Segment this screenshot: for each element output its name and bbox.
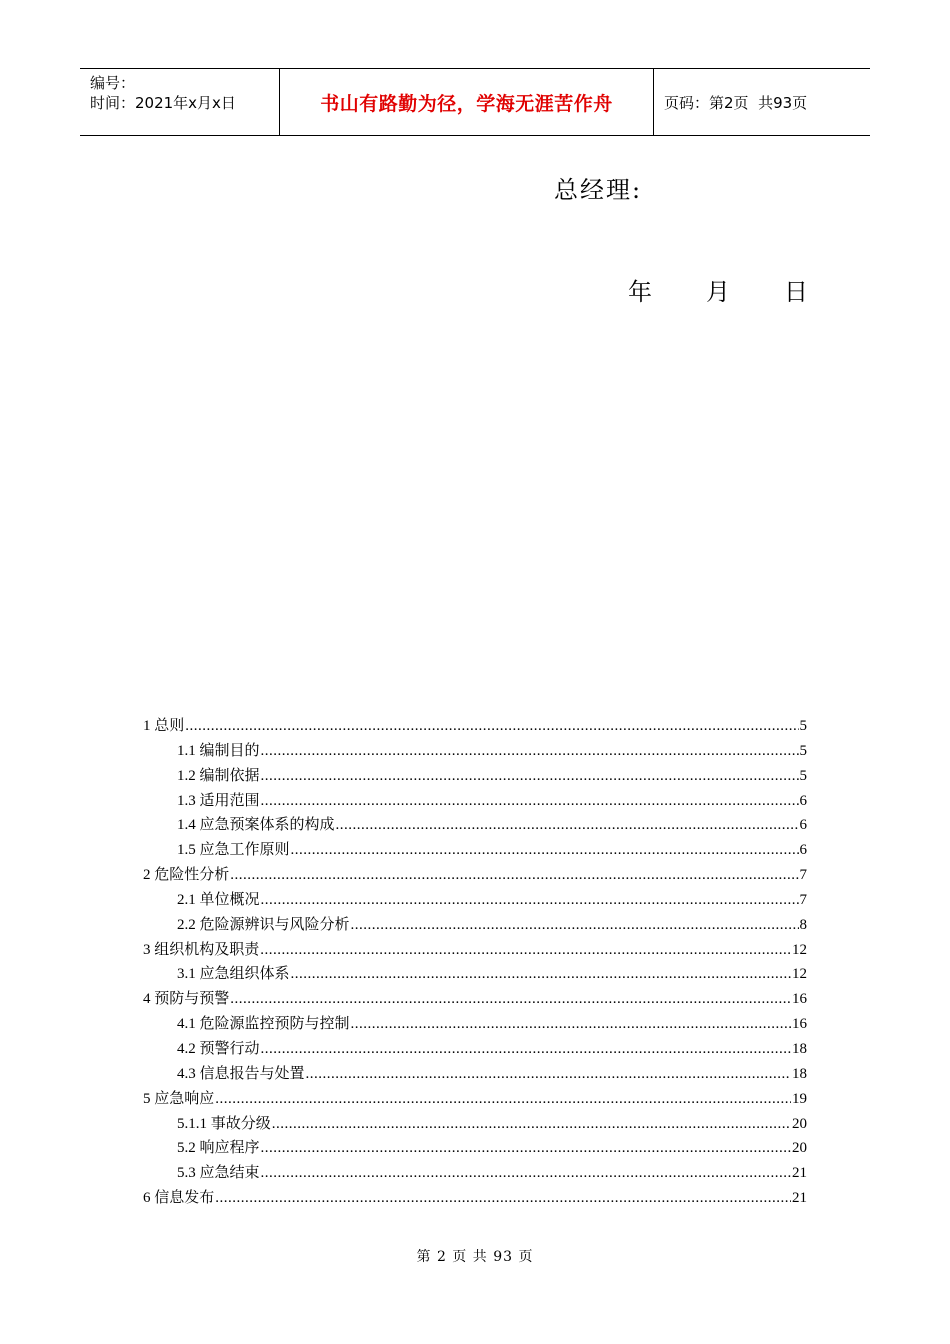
toc-entry-page: 5 (799, 718, 807, 734)
toc-entry-label: 4.1 危险源监控预防与控制 (177, 1016, 350, 1033)
toc-entry-page: 20 (792, 1115, 807, 1132)
toc-entry[interactable] (143, 1186, 807, 1211)
toc-entry[interactable] (143, 1062, 807, 1087)
toc-entry[interactable] (143, 789, 807, 814)
toc-entry-label: 3.1 应急组织体系 (177, 966, 290, 983)
toc-entry[interactable] (143, 1087, 807, 1112)
toc-dot-leader (336, 813, 799, 838)
toc-dot-leader (351, 913, 799, 938)
toc-dot-leader (261, 1136, 791, 1161)
toc-entry-page: 7 (799, 891, 807, 908)
toc-entry-page: 5 (799, 767, 807, 784)
toc-entry-page: 6 (799, 817, 807, 834)
page-header (80, 68, 870, 136)
date-year-label: 年 (628, 278, 652, 306)
toc-entry[interactable] (143, 838, 807, 863)
toc-entry[interactable] (143, 739, 807, 764)
toc-dot-leader (215, 1186, 791, 1211)
toc-entry-label: 5.2 响应程序 (177, 1140, 260, 1157)
toc-entry[interactable] (143, 1112, 807, 1137)
toc-entry-page: 21 (792, 1190, 807, 1207)
toc-dot-leader (306, 1062, 791, 1087)
toc-entry-label: 1 总则 (143, 718, 185, 734)
toc-dot-leader (230, 863, 798, 888)
toc-entry[interactable] (143, 1136, 807, 1161)
toc-entry-page: 12 (792, 966, 807, 983)
toc-entry[interactable] (143, 962, 807, 987)
toc-entry-label: 3 组织机构及职责 (143, 941, 260, 958)
toc-dot-leader (261, 1037, 791, 1062)
toc-entry-page: 20 (792, 1140, 807, 1157)
date-month-label: 月 (706, 278, 730, 306)
toc-entry-label: 2 危险性分析 (143, 867, 230, 884)
toc-entry[interactable] (143, 813, 807, 838)
toc-entry-page: 12 (792, 941, 807, 958)
toc-entry[interactable] (143, 1037, 807, 1062)
toc-entry-page: 18 (792, 1065, 807, 1082)
toc-dot-leader (261, 764, 799, 789)
document-number-label: 编号： (90, 74, 136, 92)
toc-dot-leader (261, 739, 799, 764)
table-of-contents (143, 714, 807, 1211)
toc-entry[interactable] (143, 1012, 807, 1037)
toc-entry-page: 6 (799, 842, 807, 859)
toc-dot-leader (291, 962, 791, 987)
toc-entry-page: 21 (792, 1165, 807, 1182)
toc-entry-page: 16 (792, 991, 807, 1008)
toc-dot-leader (215, 1087, 791, 1112)
general-manager-signature-label: 总经理: (554, 176, 643, 204)
toc-entry[interactable] (143, 764, 807, 789)
toc-entry-label: 6 信息发布 (143, 1190, 215, 1207)
header-meta (80, 69, 280, 135)
toc-entry-page: 6 (799, 792, 807, 809)
toc-entry[interactable] (143, 863, 807, 888)
toc-entry[interactable] (143, 714, 807, 739)
toc-dot-leader (351, 1012, 791, 1037)
toc-entry-page: 18 (792, 1040, 807, 1057)
toc-entry-label: 5.3 应急结束 (177, 1165, 260, 1182)
toc-dot-leader (272, 1112, 791, 1137)
toc-entry-label: 5 应急响应 (143, 1090, 215, 1107)
toc-entry[interactable] (143, 938, 807, 963)
toc-dot-leader (260, 938, 791, 963)
toc-entry-page: 16 (792, 1016, 807, 1033)
signature-date (628, 272, 808, 307)
toc-entry-label: 1.3 适用范围 (177, 792, 260, 809)
toc-entry-label: 4.3 信息报告与处置 (177, 1065, 305, 1082)
toc-entry[interactable] (143, 1161, 807, 1186)
toc-entry-label: 1.4 应急预案体系的构成 (177, 817, 335, 834)
toc-dot-leader (261, 1161, 791, 1186)
toc-entry-page: 19 (792, 1090, 807, 1107)
toc-entry[interactable] (143, 987, 807, 1012)
toc-entry-label: 2.1 单位概况 (177, 891, 260, 908)
document-time-label: 时间：2021年x月x日 (90, 94, 236, 112)
header-motto: 书山有路勤为径，学海无涯苦作舟 (280, 69, 654, 135)
toc-entry-label: 2.2 危险源辨识与风险分析 (177, 916, 350, 933)
header-page-info (654, 69, 870, 135)
toc-entry-label: 1.5 应急工作原则 (177, 842, 290, 859)
header-page-info-text: 页码：第2页 共93页 (664, 93, 808, 112)
toc-entry-page: 5 (799, 742, 807, 759)
toc-dot-leader (185, 714, 798, 739)
toc-dot-leader (230, 987, 791, 1012)
toc-entry-label: 5.1.1 事故分级 (177, 1115, 271, 1132)
toc-dot-leader (261, 888, 799, 913)
toc-entry[interactable] (143, 913, 807, 938)
toc-dot-leader (261, 789, 799, 814)
toc-entry-label: 4.2 预警行动 (177, 1040, 260, 1057)
toc-dot-leader (291, 838, 799, 863)
toc-entry-label: 1.2 编制依据 (177, 767, 260, 784)
toc-entry[interactable] (143, 888, 807, 913)
page-footer: 第 2 页 共 93 页 (416, 1249, 534, 1265)
toc-entry-label: 1.1 编制目的 (177, 742, 260, 759)
toc-entry-page: 7 (799, 867, 807, 884)
toc-entry-page: 8 (799, 916, 807, 933)
date-day-label: 日 (784, 278, 808, 306)
toc-entry-label: 4 预防与预警 (143, 991, 230, 1008)
